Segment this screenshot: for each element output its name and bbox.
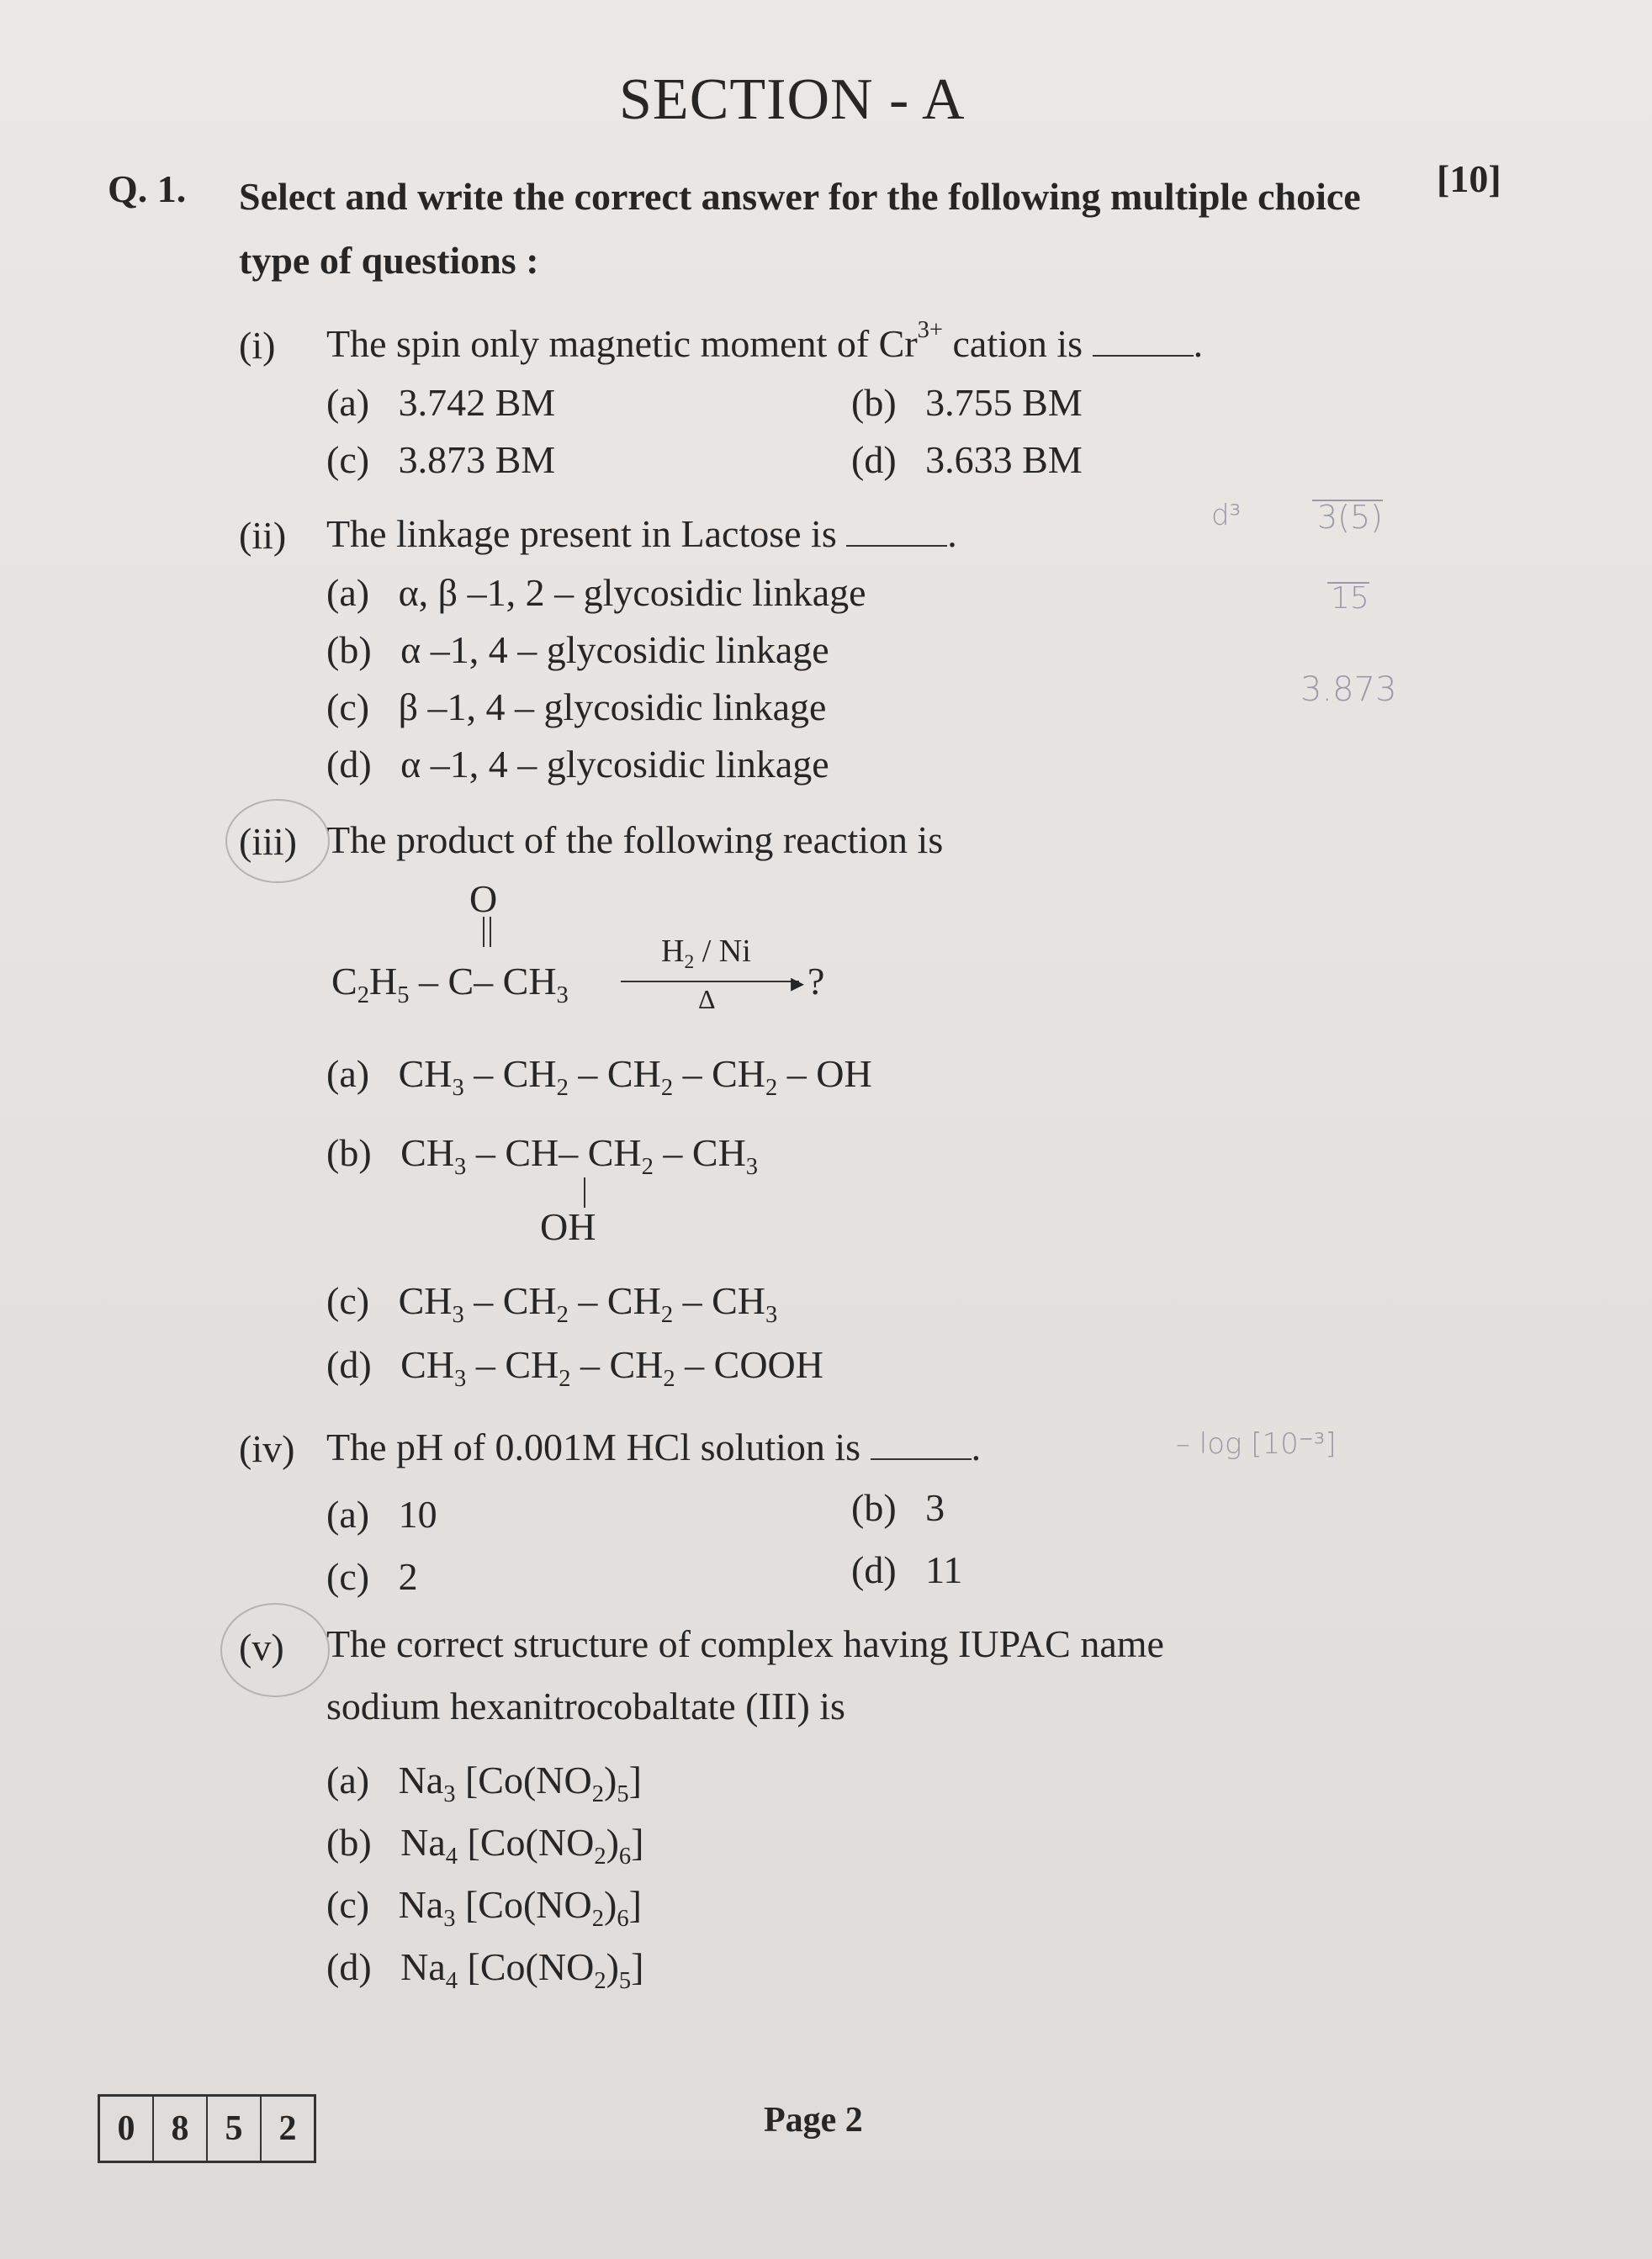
q3-option-d: (d) $CH_3 - CH_2 - CH_2$ – COOH: [326, 1343, 823, 1392]
q4-text: The pH of 0.001M HCl solution is .: [326, 1426, 982, 1468]
q5-option-c: (c) $Na_3$ $[Co(NO_2)_6]$: [326, 1883, 642, 1932]
q3-b-hydroxyl: OH: [540, 1205, 596, 1248]
q5-label: (v): [239, 1626, 284, 1669]
page-number: Page 2: [764, 2101, 863, 2140]
paper-code-digit: 5: [208, 2097, 262, 2161]
paper-code-box: [98, 2094, 316, 2163]
q1-option-b: (b) 3.755 BM: [851, 381, 1083, 424]
handwritten-note-log: – log [10⁻³]: [1176, 1427, 1337, 1461]
handwritten-note-sqrt-expr: 3(5): [1312, 500, 1383, 533]
q4-option-d: (d) 11: [851, 1548, 963, 1591]
handwritten-note-result: 3.873: [1300, 670, 1397, 709]
q3-reaction-arrow: [621, 981, 799, 982]
q4-option-b: (b) 3: [851, 1486, 945, 1529]
q4-option-c: (c) 2: [326, 1555, 418, 1598]
handwritten-note-d: d³: [1211, 499, 1242, 532]
q4-label: (iv): [239, 1427, 295, 1470]
q3-product-unknown: ?: [807, 960, 825, 1003]
question-instruction: Select and write the correct answer for the following multiple choice type of questions :: [239, 175, 1361, 282]
q2-option-d: (d) α –1, 4 – glycosidic linkage: [326, 743, 829, 786]
q1-option-c: (c) 3.873 BM: [326, 438, 556, 481]
q3-option-a: (a) $CH_3 - CH_2 - CH_2 - CH_2$ – OH: [326, 1052, 872, 1101]
q1-option-a: (a) 3.742 BM: [326, 381, 556, 424]
q4-blank: [871, 1452, 972, 1460]
q3-reagent: $H_2$ / Ni: [661, 934, 751, 974]
q2-text: The linkage present in Lactose is .: [326, 512, 957, 555]
q3-condition: Δ: [698, 984, 716, 1014]
q2-label: (ii): [239, 514, 287, 557]
q3-double-bond: [483, 917, 491, 947]
section-title: SECTION - A: [619, 67, 966, 132]
pencil-circle-q3: [225, 799, 330, 883]
q3-arrow-head: ▸: [791, 967, 805, 997]
paper-code-digit: 0: [100, 2097, 154, 2161]
handwritten-note-sqrt15: 15: [1327, 582, 1369, 614]
q2-option-b: (b) α –1, 4 – glycosidic linkage: [326, 628, 829, 671]
paper-code-digit: 8: [154, 2097, 208, 2161]
q3-label: (iii): [239, 820, 297, 863]
q3-b-oh-bond: [584, 1177, 585, 1208]
question-marks: [10]: [1437, 157, 1501, 200]
q2-option-c: (c) β –1, 4 – glycosidic linkage: [326, 685, 827, 728]
q3-reactant: $C_2H_5 - C-$ $CH_3$: [331, 960, 569, 1008]
q1-blank: [1093, 348, 1194, 357]
q1-label: (i): [239, 324, 276, 367]
q3-carbonyl-oxygen: O: [469, 877, 498, 920]
question-number: Q. 1.: [108, 167, 187, 210]
q5-option-b: (b) $Na_4$ $[Co(NO_2)_6]$: [326, 1821, 644, 1870]
q1-text: The spin only magnetic moment of $Cr^{3+}$ cation is .: [326, 317, 1204, 365]
q5-text-line2: sodium hexanitrocobaltate (III) is: [326, 1685, 845, 1727]
q3-option-b: (b) $CH_3 - CH-$ $CH_2 - CH_3$: [326, 1131, 759, 1180]
paper-code-digit: 2: [278, 2109, 297, 2148]
q2-blank: [846, 538, 947, 547]
q5-option-a: (a) $Na_3$ $[Co(NO_2)_5]$: [326, 1759, 642, 1807]
q3-option-c: (c) $CH_3 - CH_2 - CH_2 - CH_3$: [326, 1279, 778, 1328]
q2-option-a: (a) α, β –1, 2 – glycosidic linkage: [326, 571, 866, 614]
q4-option-a: (a) 10: [326, 1493, 437, 1536]
pencil-circle-q5: [220, 1603, 330, 1697]
q5-option-d: (d) $Na_4$ $[Co(NO_2)_5]$: [326, 1945, 644, 1994]
q5-text-line1: The correct structure of complex having IUPAC name: [326, 1622, 1164, 1665]
q3-text: The product of the following reaction is: [326, 818, 944, 861]
q1-option-d: (d) 3.633 BM: [851, 438, 1083, 481]
